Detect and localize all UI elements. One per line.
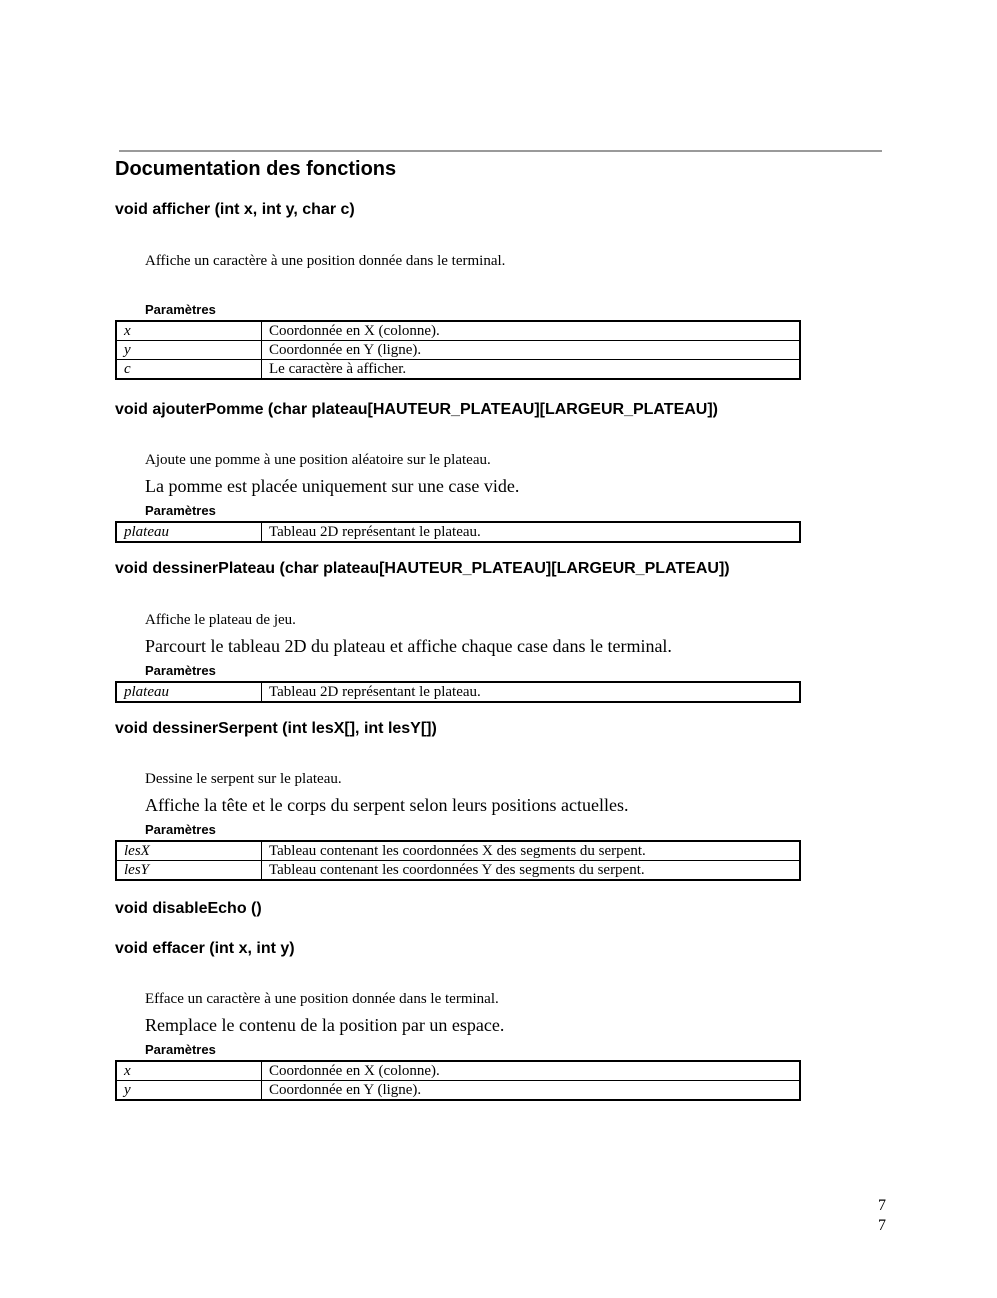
function-brief-dessinerplateau: Affiche le plateau de jeu. — [145, 612, 296, 628]
param-row — [116, 321, 800, 341]
function-signature-disableecho: void disableEcho () — [115, 900, 262, 917]
function-brief-dessinerserpent: Dessine le serpent sur le plateau. — [145, 771, 342, 787]
param-name: y — [116, 341, 262, 360]
param-row — [116, 861, 800, 881]
param-description: Tableau 2D représentant le plateau. — [262, 682, 801, 702]
param-name: c — [116, 360, 262, 380]
params-table-dessinerplateau — [115, 681, 801, 703]
param-description: Tableau 2D représentant le plateau. — [262, 522, 801, 542]
function-signature-ajouterpomme: void ajouterPomme (char plateau[HAUTEUR_PLATEAU][LARGEUR_PLATEAU]) — [115, 401, 719, 418]
page-number-line: 7 — [878, 1217, 886, 1234]
function-signature-effacer: void effacer (int x, int y) — [115, 940, 295, 957]
param-name: y — [116, 1081, 262, 1101]
param-row — [116, 1061, 800, 1081]
param-description: Coordonnée en Y (ligne). — [262, 341, 801, 360]
params-table-dessinerserpent — [115, 840, 801, 881]
function-detail-dessinerplateau: Parcourt le tableau 2D du plateau et affiche chaque case dans le terminal. — [145, 636, 672, 656]
params-label-dessinerserpent: Paramètres — [145, 822, 216, 837]
function-detail-ajouterpomme: La pomme est placée uniquement sur une case vide. — [145, 476, 520, 496]
function-signature-dessinerplateau: void dessinerPlateau (char plateau[HAUTEUR_PLATEAU][LARGEUR_PLATEAU]) — [115, 560, 730, 577]
param-description: Tableau contenant les coordonnées Y des segments du serpent. — [262, 861, 801, 881]
function-signature-dessinerserpent: void dessinerSerpent (int lesX[], int lesY[]) — [115, 720, 437, 737]
function-brief-ajouterpomme: Ajoute une pomme à une position aléatoire sur le plateau. — [145, 452, 491, 468]
function-signature-afficher: void afficher (int x, int y, char c) — [115, 201, 355, 218]
param-name: x — [116, 1061, 262, 1081]
param-row — [116, 360, 800, 380]
param-row — [116, 841, 800, 861]
header-rule — [119, 150, 882, 152]
param-row — [116, 682, 800, 702]
param-description: Coordonnée en Y (ligne). — [262, 1081, 801, 1101]
function-brief-effacer: Efface un caractère à une position donnée dans le terminal. — [145, 991, 499, 1007]
function-detail-dessinerserpent: Affiche la tête et le corps du serpent selon leurs positions actuelles. — [145, 795, 629, 815]
params-table-afficher — [115, 320, 801, 380]
param-name: x — [116, 321, 262, 341]
section-heading: Documentation des fonctions — [115, 158, 397, 180]
params-label-effacer: Paramètres — [145, 1042, 216, 1057]
params-label-ajouterpomme: Paramètres — [145, 503, 216, 518]
function-detail-effacer: Remplace le contenu de la position par un espace. — [145, 1015, 505, 1035]
param-description: Coordonnée en X (colonne). — [262, 321, 801, 341]
page-number — [878, 1196, 886, 1236]
page-number-line: 7 — [878, 1197, 886, 1214]
param-name: lesY — [116, 861, 262, 881]
param-description: Coordonnée en X (colonne). — [262, 1061, 801, 1081]
param-row — [116, 341, 800, 360]
param-row — [116, 1081, 800, 1101]
param-name: plateau — [116, 522, 262, 542]
param-description: Le caractère à afficher. — [262, 360, 801, 380]
param-row — [116, 522, 800, 542]
function-brief-afficher: Affiche un caractère à une position donnée dans le terminal. — [145, 253, 506, 269]
params-table-effacer — [115, 1060, 801, 1101]
params-table-ajouterpomme — [115, 521, 801, 543]
param-description: Tableau contenant les coordonnées X des segments du serpent. — [262, 841, 801, 861]
params-label-afficher: Paramètres — [145, 302, 216, 317]
params-label-dessinerplateau: Paramètres — [145, 663, 216, 678]
param-name: plateau — [116, 682, 262, 702]
param-name: lesX — [116, 841, 262, 861]
